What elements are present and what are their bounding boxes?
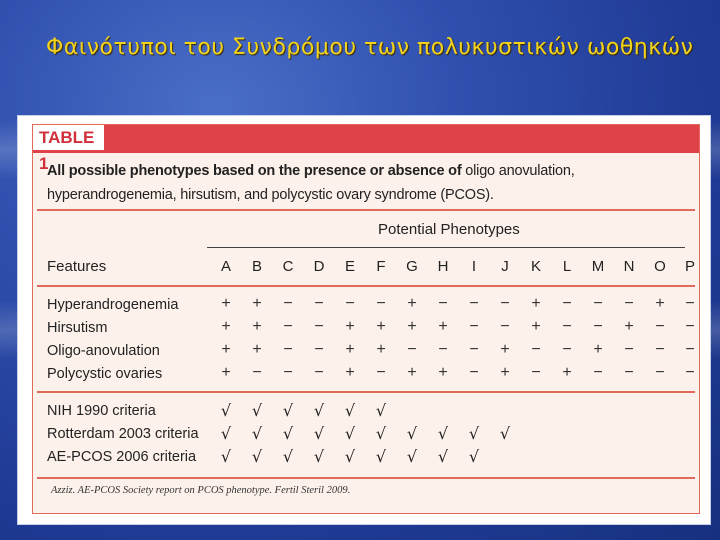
feature-cell: − <box>314 364 324 381</box>
checkmark-icon: √ <box>375 447 387 466</box>
phenotype-column-f: F <box>376 258 386 275</box>
feature-cell: − <box>283 295 293 312</box>
feature-cell: − <box>685 318 695 335</box>
feature-cell: − <box>593 318 603 335</box>
feature-row-label: Hyperandrogenemia <box>47 297 179 313</box>
feature-cell: − <box>500 295 510 312</box>
caption-part-3: hyperandrogenemia, hirsutism, and polycystic ovary syndrome (PCOS). <box>47 187 494 203</box>
checkmark-icon: √ <box>251 401 263 420</box>
heading-underline <box>207 247 685 248</box>
table-footnote: Azziz. AE-PCOS Society report on PCOS phenotype. Fertil Steril 2009. <box>51 485 351 496</box>
checkmark-icon: √ <box>406 447 418 466</box>
feature-cell: + <box>345 341 355 358</box>
feature-cell: − <box>283 364 293 381</box>
feature-cell: + <box>345 364 355 381</box>
phenotype-column-n: N <box>623 258 635 275</box>
checkmark-icon: √ <box>468 424 480 443</box>
criteria-row-label: AE-PCOS 2006 criteria <box>47 449 197 465</box>
feature-cell: + <box>407 318 417 335</box>
feature-cell: + <box>624 318 634 335</box>
caption-part-2: oligo anovulation, <box>465 163 575 179</box>
features-column-header: Features <box>47 258 107 275</box>
caption-bold-part: All possible phenotypes based on the presence or absence of <box>47 163 466 179</box>
divider <box>37 391 695 393</box>
checkmark-icon: √ <box>251 424 263 443</box>
criteria-row-label: NIH 1990 criteria <box>47 403 156 419</box>
feature-cell: − <box>438 341 448 358</box>
table-card <box>18 116 710 524</box>
feature-cell: + <box>500 341 510 358</box>
feature-cell: − <box>345 295 355 312</box>
feature-row-label: Polycystic ovaries <box>47 366 163 382</box>
feature-cell: − <box>624 295 634 312</box>
feature-cell: − <box>655 364 665 381</box>
feature-cell: + <box>531 295 541 312</box>
checkmark-icon: √ <box>437 447 449 466</box>
phenotype-column-k: K <box>530 258 541 275</box>
phenotype-column-h: H <box>437 258 449 275</box>
checkmark-icon: √ <box>375 424 387 443</box>
phenotype-column-p: P <box>684 258 695 275</box>
feature-cell: + <box>407 295 417 312</box>
feature-cell: + <box>221 364 231 381</box>
feature-cell: + <box>252 341 262 358</box>
feature-cell: − <box>531 364 541 381</box>
feature-cell: − <box>500 318 510 335</box>
checkmark-icon: √ <box>313 424 325 443</box>
feature-cell: − <box>685 341 695 358</box>
checkmark-icon: √ <box>344 447 356 466</box>
feature-cell: − <box>624 364 634 381</box>
feature-cell: − <box>685 295 695 312</box>
potential-phenotypes-heading: Potential Phenotypes <box>378 221 520 238</box>
checkmark-icon: √ <box>251 447 263 466</box>
feature-cell: + <box>562 364 572 381</box>
checkmark-icon: √ <box>468 447 480 466</box>
checkmark-icon: √ <box>313 447 325 466</box>
feature-cell: − <box>376 364 386 381</box>
phenotype-column-g: G <box>406 258 418 275</box>
checkmark-icon: √ <box>375 401 387 420</box>
checkmark-icon: √ <box>282 401 294 420</box>
feature-cell: + <box>500 364 510 381</box>
table-tag: TABLE 1 <box>33 125 105 151</box>
feature-cell: + <box>531 318 541 335</box>
checkmark-icon: √ <box>220 447 232 466</box>
divider <box>37 209 695 211</box>
feature-cell: + <box>376 341 386 358</box>
phenotype-column-o: O <box>654 258 666 275</box>
feature-cell: − <box>283 341 293 358</box>
checkmark-icon: √ <box>406 424 418 443</box>
feature-cell: − <box>531 341 541 358</box>
feature-cell: + <box>655 295 665 312</box>
feature-cell: + <box>593 341 603 358</box>
criteria-row-label: Rotterdam 2003 criteria <box>47 426 199 442</box>
checkmark-icon: √ <box>344 424 356 443</box>
table-caption <box>47 159 687 207</box>
feature-cell: + <box>221 295 231 312</box>
phenotype-column-c: C <box>282 258 294 275</box>
feature-cell: − <box>314 318 324 335</box>
feature-cell: − <box>252 364 262 381</box>
feature-cell: − <box>469 295 479 312</box>
feature-cell: − <box>562 341 572 358</box>
feature-row-label: Oligo-anovulation <box>47 343 160 359</box>
checkmark-icon: √ <box>220 401 232 420</box>
feature-cell: − <box>407 341 417 358</box>
phenotype-column-d: D <box>313 258 325 275</box>
feature-cell: − <box>562 295 572 312</box>
feature-cell: − <box>469 318 479 335</box>
checkmark-icon: √ <box>437 424 449 443</box>
phenotype-column-b: B <box>251 258 262 275</box>
slide-title: Φαινότυποι του Συνδρόμου των πολυκυστικών ωοθηκών <box>46 35 694 60</box>
feature-cell: + <box>221 341 231 358</box>
feature-cell: + <box>252 295 262 312</box>
feature-cell: + <box>438 318 448 335</box>
divider <box>37 477 695 479</box>
feature-cell: − <box>562 318 572 335</box>
feature-cell: − <box>685 364 695 381</box>
feature-cell: + <box>407 364 417 381</box>
phenotype-column-m: M <box>591 258 605 275</box>
phenotype-column-l: L <box>562 258 572 275</box>
table-panel <box>32 124 700 514</box>
feature-cell: − <box>624 341 634 358</box>
feature-cell: − <box>469 364 479 381</box>
phenotype-column-j: J <box>501 258 509 275</box>
divider <box>37 285 695 287</box>
feature-cell: − <box>655 341 665 358</box>
feature-cell: − <box>469 341 479 358</box>
feature-cell: − <box>438 295 448 312</box>
feature-cell: + <box>376 318 386 335</box>
feature-cell: − <box>376 295 386 312</box>
phenotype-column-e: E <box>344 258 355 275</box>
checkmark-icon: √ <box>499 424 511 443</box>
feature-cell: + <box>252 318 262 335</box>
feature-cell: − <box>283 318 293 335</box>
feature-cell: + <box>221 318 231 335</box>
checkmark-icon: √ <box>282 424 294 443</box>
checkmark-icon: √ <box>313 401 325 420</box>
feature-cell: − <box>314 295 324 312</box>
checkmark-icon: √ <box>220 424 232 443</box>
feature-cell: − <box>593 295 603 312</box>
checkmark-icon: √ <box>344 401 356 420</box>
feature-cell: − <box>314 341 324 358</box>
feature-cell: + <box>438 364 448 381</box>
feature-cell: − <box>593 364 603 381</box>
feature-row-label: Hirsutism <box>47 320 108 336</box>
phenotype-column-a: A <box>220 258 231 275</box>
phenotype-column-i: I <box>471 258 477 275</box>
feature-cell: + <box>345 318 355 335</box>
checkmark-icon: √ <box>282 447 294 466</box>
feature-cell: − <box>655 318 665 335</box>
